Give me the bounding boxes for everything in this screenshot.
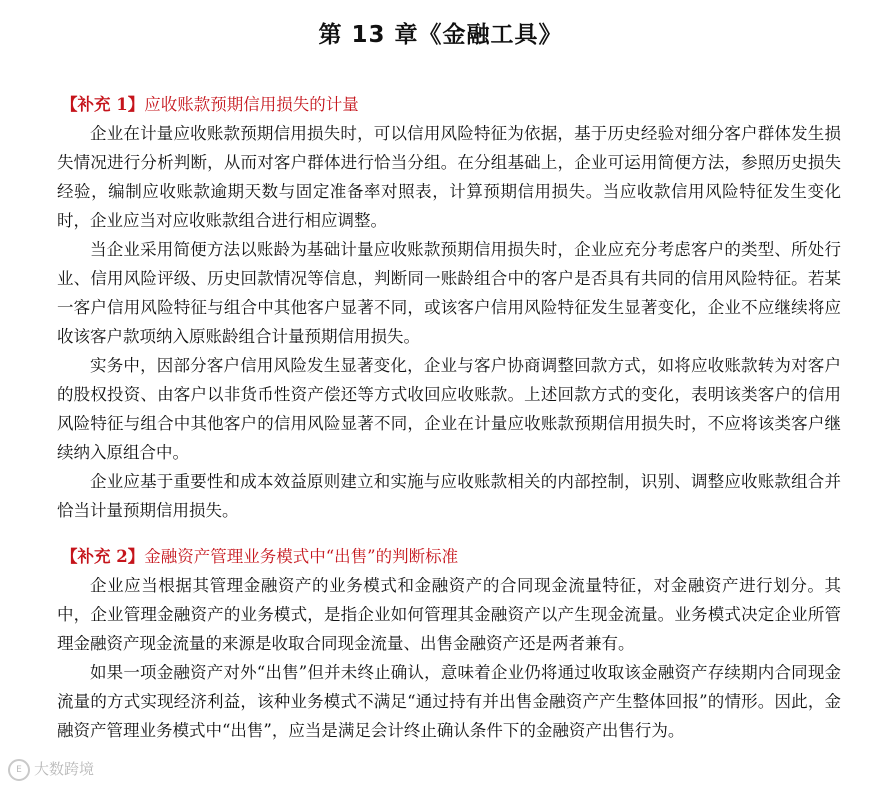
section-tag: 【补充 1】 [61, 95, 145, 114]
watermark-text: 大数跨境 [34, 760, 95, 778]
paragraph: 企业应当根据其管理金融资产的业务模式和金融资产的合同现金流量特征，对金融资产进行划分。其中，企业管理金融资产的业务模式，是指企业如何管理其金融资产以产生现金流量。业务模式决定企业所管理金融资产现金流量的来源是收取合同现金流量、出售金融资产还是两者兼有。 [57, 576, 841, 653]
paragraph: 实务中，因部分客户信用风险发生显著变化，企业与客户协商调整回款方式，如将应收账款转为对客户的股权投资、由客户以非货币性资产偿还等方式收回应收账款。上述回款方式的变化，表明该类客户的信用风险特征与组合中其他客户的信用风险显著不同，企业在计量应收账款预期信用损失时，不应将该类客户继续纳入原组合中。 [57, 356, 841, 462]
section-heading [61, 90, 841, 119]
section-heading [61, 542, 841, 571]
paragraph: 企业在计量应收账款预期信用损失时，可以信用风险特征为依据，基于历史经验对细分客户群体发生损失情况进行分析判断，从而对客户群体进行恰当分组。在分组基础上，企业可运用简便方法，参照历史损失经验，编制应收账款逾期天数与固定准备率对照表，计算预期信用损失。当应收款信用风险特征发生变化时，企业应当对应收账款组合进行相应调整。 [57, 124, 841, 230]
supplement-section-1 [57, 90, 841, 525]
supplement-section-2 [57, 542, 841, 745]
watermark [8, 758, 94, 781]
section-tag: 【补充 2】 [61, 547, 145, 566]
section-heading-text: 金融资产管理业务模式中“出售”的判断标准 [144, 547, 459, 566]
paragraph: 当企业采用简便方法以账龄为基础计量应收账款预期信用损失时，企业应充分考虑客户的类型、所处行业、信用风险评级、历史回款情况等信息，判断同一账龄组合中的客户是否具有共同的信用风险特征。若某一客户信用风险特征与组合中其他客户显著不同，或该客户信用风险特征发生显著变化，企业不应继续将应收该客户款项纳入原账龄组合计量预期信用损失。 [57, 240, 841, 346]
section-heading-text: 应收账款预期信用损失的计量 [144, 95, 359, 114]
page-title: 第 13 章《金融工具》 [318, 22, 563, 48]
paragraph: 企业应基于重要性和成本效益原则建立和实施与应收账款相关的内部控制，识别、调整应收账款组合并恰当计量预期信用损失。 [57, 472, 841, 520]
paragraph: 如果一项金融资产对外“出售”但并未终止确认，意味着企业仍将通过收取该金融资产存续期内合同现金流量的方式实现经济利益，该种业务模式不满足“通过持有并出售金融资产产生整体回报”的情形。因此，金融资产管理业务模式中“出售”，应当是满足会计终止确认条件下的金融资产出售行为。 [57, 663, 841, 740]
watermark-logo-icon: E [8, 759, 30, 781]
